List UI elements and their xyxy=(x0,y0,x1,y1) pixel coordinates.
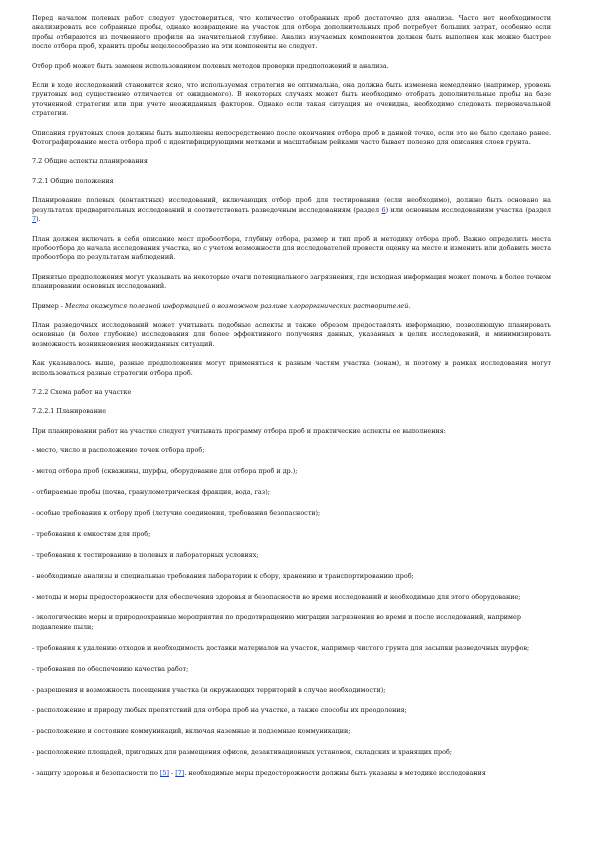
paragraph-site-work-intro: При планировании работ на участке следует учитывать программу отбора проб и практические аспекты ее выполнения: xyxy=(32,426,446,435)
section-6-link[interactable]: 6 xyxy=(381,205,386,214)
paragraph-example xyxy=(32,302,551,311)
section-7-link[interactable]: 7 xyxy=(32,215,37,224)
paragraph-sample-sufficiency: Перед началом полевых работ следует удостовериться, что количество отобранных проб достаточно для анализа. Часто нет необходимости анализировать все собранные пробы, однако возвращение на участок для отбора дополнительных проб потребует больших затрат, особенно если пробы отбираются из почвенного профиля на значительной глубине. Анализ изучаемых компонентов должен быть выполнен как можно быстрее после отбора проб, хранить пробы нецелесообразно на эти компоненты не следует. xyxy=(32,14,551,51)
list-item: - необходимые анализы и специальные требования лаборатории к сбору, хранению и транспортированию проб; xyxy=(32,571,414,580)
list-item: - отбираемые пробы (почва, гранулометрическая фракция, вода, газ); xyxy=(32,488,270,496)
reference-5-link[interactable]: [5] xyxy=(159,769,169,778)
list-item: - метод отбора проб (скважины, шурфы, оборудование для отбора проб и др.); xyxy=(32,467,298,476)
list-item: - требования по обеспечению качества работ; xyxy=(32,664,189,673)
site-work-list xyxy=(32,446,551,778)
list-item: - требования к емкостям для проб; xyxy=(32,529,151,538)
paragraph-assumptions: Принятые предположения могут указывать на некоторые очаги потенциального загрязнения, где исходная информация может помочь в более точном планировании основных исследований. xyxy=(32,272,551,291)
heading-7-2-2-1: 7.2.2.1 Планирование xyxy=(32,407,106,416)
reference-7-link[interactable]: [7] xyxy=(175,769,185,778)
list-item: - требования к удалению отходов и необходимость доставки материалов на участок, например чистого грунта для засыпки разведочных шурфов; xyxy=(32,643,530,652)
list-item: - расположение и природу любых препятствий для отбора проб на участке, а также способы их преодоления; xyxy=(32,706,407,715)
paragraph-strategy-change: Если в ходе исследований становится ясно, что используемая стратегия не оптимальна, она должна быть изменена немедленно (например, уровень грунтовых вод существенно отличается от ожидаемого). В некоторых случаях может быть необходимо отобрать дополнительные пробы на базе уточненной стратегии или при учете неожиданных факторов. Однако если такая ситуация не очевидна, необходимо следовать первоначальной стратегии. xyxy=(32,81,551,118)
list-item: - разрешения и возможность посещения участка (и окружающих территорий в случае необходимости); xyxy=(32,685,386,694)
paragraph-planning-basis xyxy=(32,196,551,224)
paragraph-plan-content: План должен включать в себя описание мест пробоотбора, глубину отбора, размер и тип проб и методику отбора проб. Важно определить места пробоотбора до начала исследования участка, но с учетом возможности для исследователей провести оценку на месте и изменить или добавить места пробоотбора по результатам наблюдений. xyxy=(32,234,551,262)
list-item: - требования к тестированию в полевых и лабораторных условиях; xyxy=(32,550,259,559)
paragraph-planning-text-c: ). xyxy=(36,215,41,224)
paragraph-field-methods: Отбор проб может быть заменен использованием полевых методов проверки предположений и анализа. xyxy=(32,61,389,70)
paragraph-layer-description: Описания грунтовых слоев должны быть выполнены непосредственно после окончания отбора проб в данной точке, если это не было сделано ранее. Фотографирование места отбора проб с идентифицирующими метками и масштабным рейками часто бывает полезно для описания слоев грунта. xyxy=(32,128,551,147)
health-safety-text-a: - защиту здоровья и безопасности по xyxy=(32,769,160,778)
paragraph-planning-text-a: Планирование полевых (контактных) исследований, включающих отбор проб для тестирования (если необходимо), должно быть основано на результатах предварительных исследований и соответствовать разведочным исследованиям (раздел xyxy=(32,196,551,214)
health-safety-text-b: . необходимые меры предосторожности должны быть указаны в методике исследования xyxy=(184,769,486,778)
example-label: Пример - xyxy=(32,301,65,310)
paragraph-exploratory-plan: План разведочных исследований может учитывать подобные аспекты и также обрезом предоставлять информацию, позволяющую планировать основные (и более глубокие) исследования для более эффективного получения данных, указанных в целях исследований, и минимизировать возможность возникновения неожиданных ситуаций. xyxy=(32,320,551,348)
list-item: - особые требования к отбору проб (летучие соединения, требования безопасности); xyxy=(32,508,321,517)
heading-7-2-1: 7.2.1 Общие положения xyxy=(32,176,114,185)
example-text: Места окажутся полезной информацией о возможном разливе хлорорганических растворителей. xyxy=(65,301,411,310)
heading-7-2: 7.2 Общие аспекты планирования xyxy=(32,157,148,166)
list-item: - методы и меры предосторожности для обеспечения здоровья и безопасности во время исследований и необходимые для этого оборудование; xyxy=(32,592,521,601)
paragraph-planning-text-b: ) или основным исследованиям участка (раздел xyxy=(385,205,551,214)
list-item-health-safety xyxy=(32,769,551,778)
list-item: - экологические меры и природоохранные мероприятия по предотвращению миграции загрязнения во время и после исследований, например подавление пыли; xyxy=(32,613,521,631)
list-item: - расположение площадей, пригодных для размещения офисов, дезактивационных установок, складских и хранящих проб; xyxy=(32,748,452,757)
list-item: - расположение и состояние коммуникаций, включая наземные и подземные коммуникации; xyxy=(32,727,351,736)
heading-7-2-2: 7.2.2 Схема работ на участке xyxy=(32,387,132,396)
list-item: - место, число и расположение точек отбора проб; xyxy=(32,446,205,455)
health-safety-dash: - xyxy=(168,769,176,778)
paragraph-zones: Как указывалось выше, разные предположения могут применяться к разным частям участка (зонам), и поэтому в рамках исследования могут использоваться разные стратегии отбора проб. xyxy=(32,359,551,377)
